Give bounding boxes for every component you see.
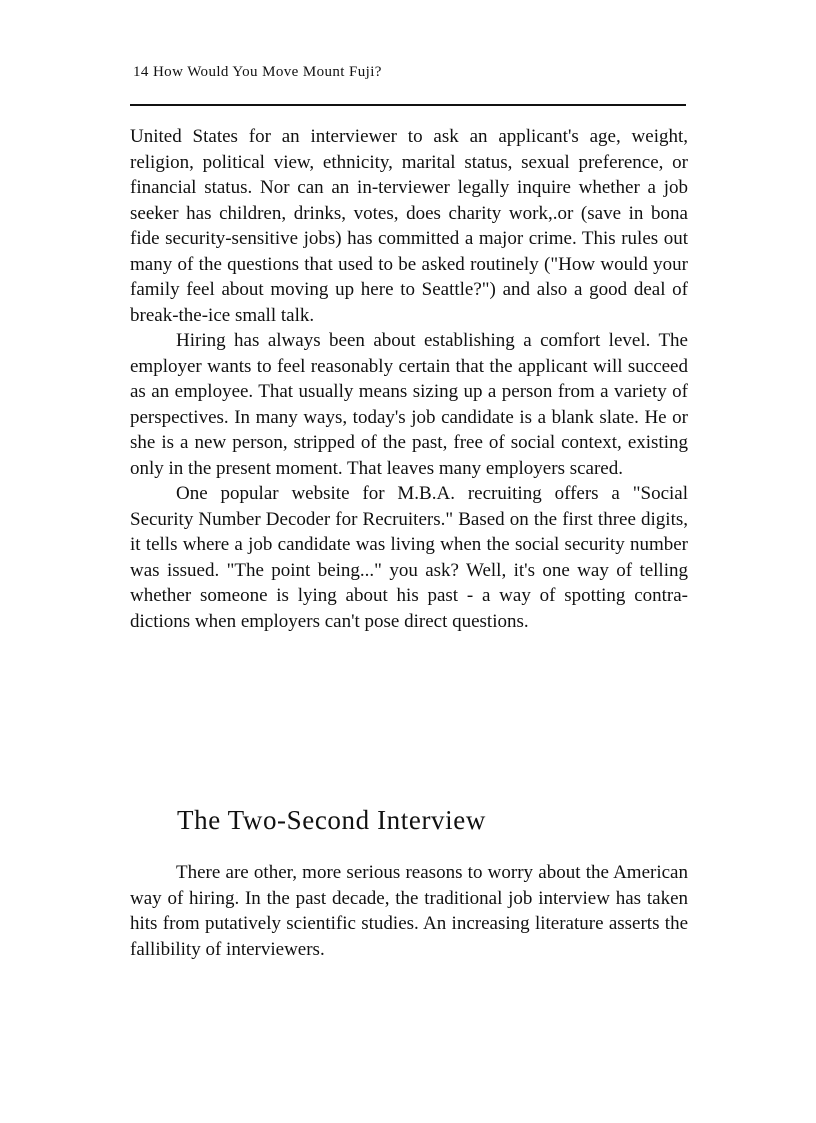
section-heading: The Two-Second Interview — [177, 805, 486, 835]
header-rule — [130, 104, 686, 106]
section-text — [130, 860, 688, 962]
running-header: 14 How Would You Move Mount Fuji? — [133, 64, 382, 80]
paragraph: There are other, more serious reasons to worry about the American way of hiring. In the past decade, the traditional job interview has taken hits from putatively scientific studies. An increasing literature asserts the fallibility of interviewers. — [130, 862, 688, 960]
paragraph: One popular website for M.B.A. recruiting offers a "Social Security Number Decoder for Recruiters." Based on the first three digits, it tells where a job candidate was living when the social security number was issued. "The point being..." you ask? Well, it's one way of telling whether someone is lying about his past - a way of spotting contra-dictions when employers can't pose direct questions. — [130, 483, 688, 632]
paragraph: United States for an interviewer to ask an applicant's age, weight, religion, political view, ethnicity, marital status, sexual preference, or financial status. Nor can an in-terviewer legally inquire whether a job seeker has children, drinks, votes, does charity work,.or (save in bona fide security-sensitive jobs) has committed a major crime. This rules out many of the questions that used to be asked routinely ("How would your family feel about moving up here to Seattle?") and also a good deal of break-the-ice small talk. — [130, 126, 688, 326]
paragraph: Hiring has always been about establishing a comfort level. The employer wants to feel reasonably certain that the applicant will succeed as an employee. That usually means sizing up a person from a variety of perspectives. In many ways, today's job candidate is a blank slate. He or she is a new person, stripped of the past, free of social context, existing only in the present moment. That leaves many employers scared. — [130, 330, 688, 479]
body-text — [130, 124, 688, 634]
